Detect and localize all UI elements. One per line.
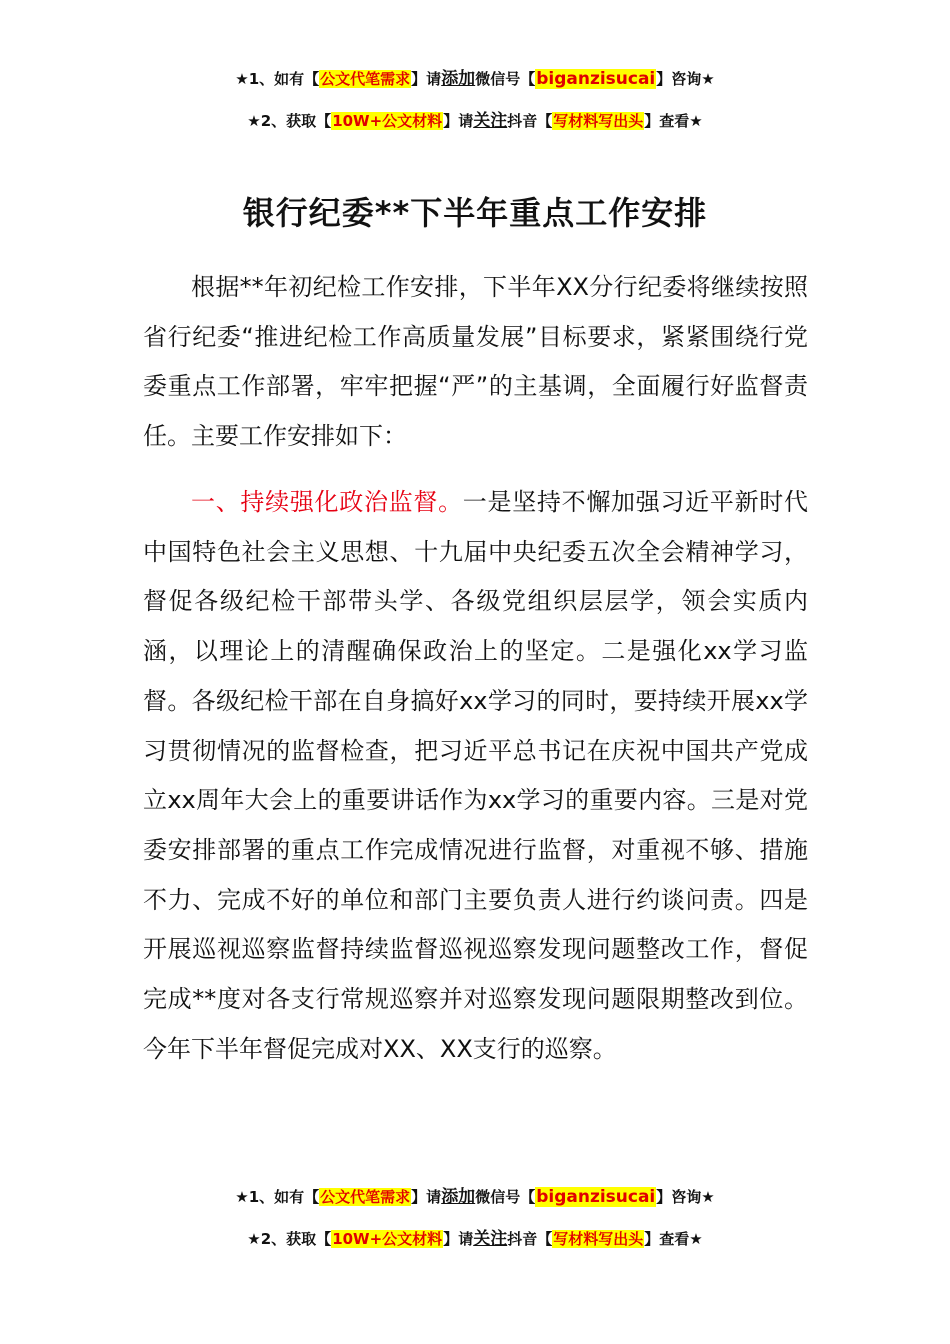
banner-highlight: 10W+公文材料 — [332, 1230, 443, 1248]
section-1-heading: 一、持续强化政治监督。 — [191, 488, 463, 516]
banner-text: 】请 — [443, 1230, 474, 1248]
banner-text: 抖音【 — [507, 1230, 553, 1248]
banner-text: 】请 — [411, 1188, 442, 1206]
banner-text: ★1、如有【 — [235, 1188, 320, 1206]
banner-emphasis: 添加 — [441, 1187, 476, 1207]
banner-text: 】请 — [411, 70, 442, 88]
banner-text: 】请 — [443, 112, 474, 130]
banner-highlight: biganzisucai — [536, 1187, 656, 1207]
banner-line-2 — [0, 1228, 950, 1250]
banner-emphasis: 关注 — [473, 111, 508, 131]
banner-highlight: 写材料写出头 — [553, 112, 644, 130]
banner-text: 】咨询★ — [656, 70, 715, 88]
banner-text: 微信号【 — [475, 1188, 536, 1206]
ad-banner-top — [0, 68, 950, 152]
banner-emphasis: 关注 — [473, 1229, 508, 1249]
intro-paragraph: 根据**年初纪检工作安排，下半年XX分行纪委将继续按照省行纪委“推进纪检工作高质量发展”目标要求，紧紧围绕行党委重点工作部署，牢牢把握“严”的主基调，全面履行好监督责任。主要工作安排如下： — [143, 273, 808, 451]
banner-highlight: 公文代笔需求 — [320, 1188, 411, 1206]
section-1-body: 一是坚持不懈加强习近平新时代中国特色社会主义思想、十九届中央纪委五次全会精神学习，督促各级纪检干部带头学、各级党组织层层学，领会实质内涵，以理论上的清醒确保政治上的坚定。二是强化xx学习监督。各级纪检干部在自身搞好xx学习的同时，要持续开展xx学习贯彻情况的监督检查，把习近平总书记在庆祝中国共产党成立xx周年大会上的重要讲话作为xx学习的重要内容。三是对党委安排部署的重点工作完成情况进行监督，对重视不够、措施不力、完成不好的单位和部门主要负责人进行约谈问责。四是开展巡视巡察监督持续监督巡视巡察发现问题整改工作，督促完成**度对各支行常规巡察并对巡察发现问题限期整改到位。今年下半年督促完成对XX、XX支行的巡察。 — [143, 488, 809, 1063]
document-title: 银行纪委**下半年重点工作安排 — [242, 194, 708, 232]
banner-highlight: 10W+公文材料 — [332, 112, 443, 130]
banner-highlight: 写材料写出头 — [553, 1230, 644, 1248]
banner-line-1 — [0, 1186, 950, 1208]
banner-emphasis: 添加 — [441, 69, 476, 89]
banner-text: ★2、获取【 — [247, 112, 332, 130]
ad-banner-bottom — [0, 1186, 950, 1270]
banner-text: 】咨询★ — [656, 1188, 715, 1206]
banner-line-2 — [0, 110, 950, 132]
banner-highlight: biganzisucai — [536, 69, 656, 89]
banner-text: ★1、如有【 — [235, 70, 320, 88]
section-1-paragraph — [143, 478, 808, 1074]
banner-line-1 — [0, 68, 950, 90]
banner-text: 】查看★ — [644, 1230, 703, 1248]
banner-text: 抖音【 — [507, 112, 553, 130]
banner-text: ★2、获取【 — [247, 1230, 332, 1248]
banner-text: 】查看★ — [644, 112, 703, 130]
banner-text: 微信号【 — [475, 70, 536, 88]
banner-highlight: 公文代笔需求 — [320, 70, 411, 88]
